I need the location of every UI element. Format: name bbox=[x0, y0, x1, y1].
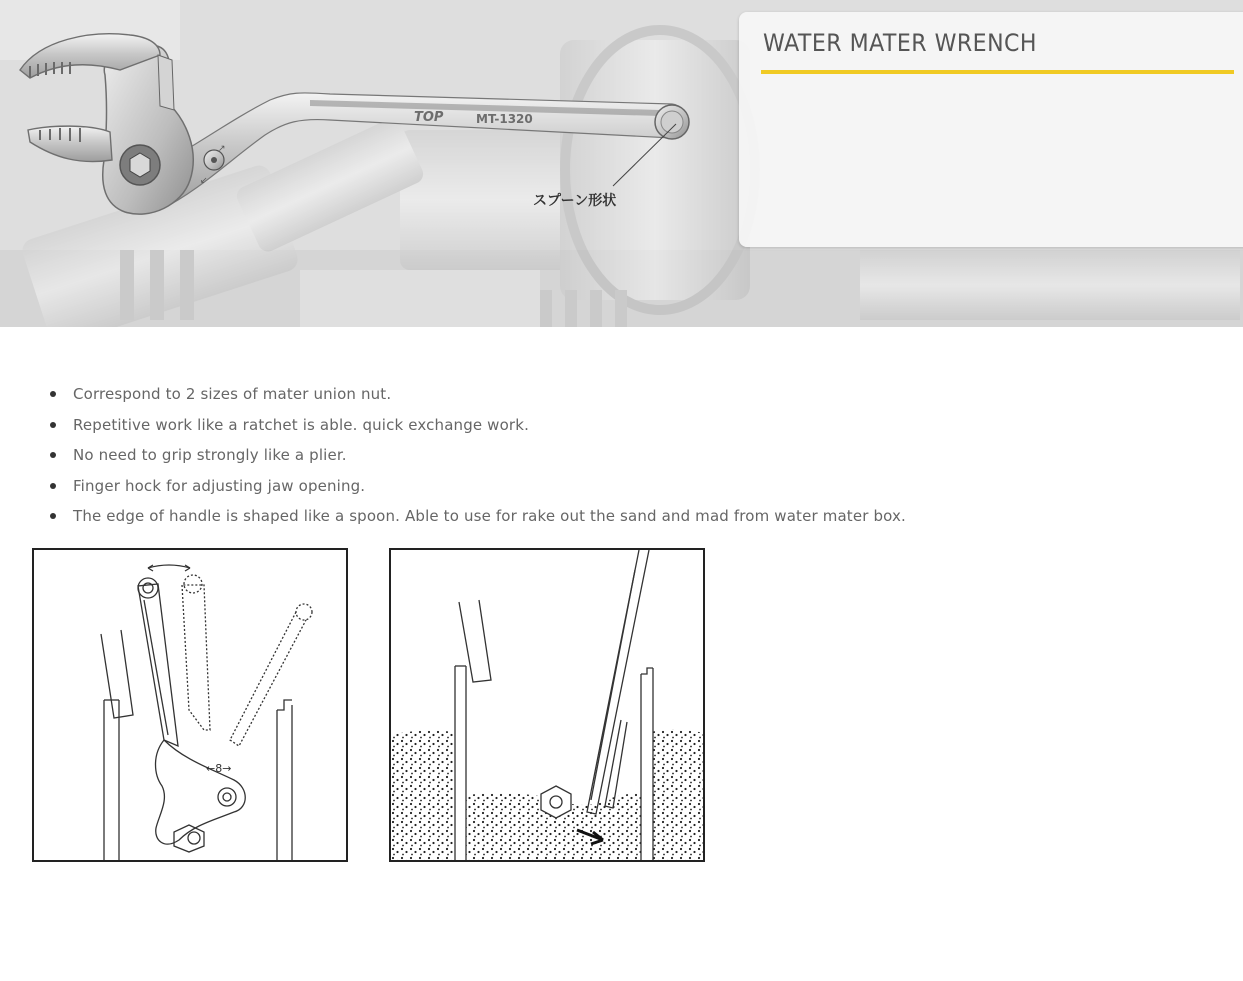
bullet-icon bbox=[50, 452, 56, 458]
wrench-brand-engraving: TOP bbox=[414, 110, 444, 125]
feature-text: The edge of handle is shaped like a spoon. Able to use for rake out the sand and mad from water mater box. bbox=[73, 507, 906, 525]
spoon-rake-drawing bbox=[391, 550, 703, 860]
ratchet-swing-illustration bbox=[32, 548, 348, 862]
svg-text:↙: ↙ bbox=[200, 176, 208, 186]
spoon-shape-callout: スプーン形状 bbox=[533, 193, 617, 209]
svg-text:←8→: ←8→ bbox=[206, 762, 232, 775]
feature-text: Correspond to 2 sizes of mater union nut. bbox=[73, 385, 392, 403]
spoon-rake-illustration bbox=[389, 548, 705, 862]
bullet-icon bbox=[50, 422, 56, 428]
bullet-icon bbox=[50, 391, 56, 397]
feature-item bbox=[48, 379, 906, 410]
ratchet-swing-drawing bbox=[34, 550, 346, 860]
bullet-icon bbox=[50, 513, 56, 519]
feature-text: No need to grip strongly like a plier. bbox=[73, 446, 347, 464]
page-title: WATER MATER WRENCH bbox=[763, 29, 1038, 57]
feature-text: Finger hock for adjusting jaw opening. bbox=[73, 476, 366, 495]
feature-item bbox=[48, 410, 906, 441]
bullet-icon bbox=[50, 483, 56, 489]
feature-item bbox=[48, 501, 906, 532]
feature-list bbox=[48, 379, 906, 532]
hero-banner bbox=[0, 0, 1243, 327]
feature-text: Repetitive work like a ratchet is able. quick exchange work. bbox=[73, 415, 529, 434]
feature-item bbox=[48, 440, 906, 471]
wrench-model-engraving: MT-1320 bbox=[476, 112, 533, 126]
wrench-product-image bbox=[0, 0, 740, 240]
title-accent-underline bbox=[761, 70, 1234, 74]
title-card bbox=[739, 12, 1243, 247]
feature-item bbox=[48, 471, 906, 502]
svg-text:↗: ↗ bbox=[218, 144, 226, 154]
